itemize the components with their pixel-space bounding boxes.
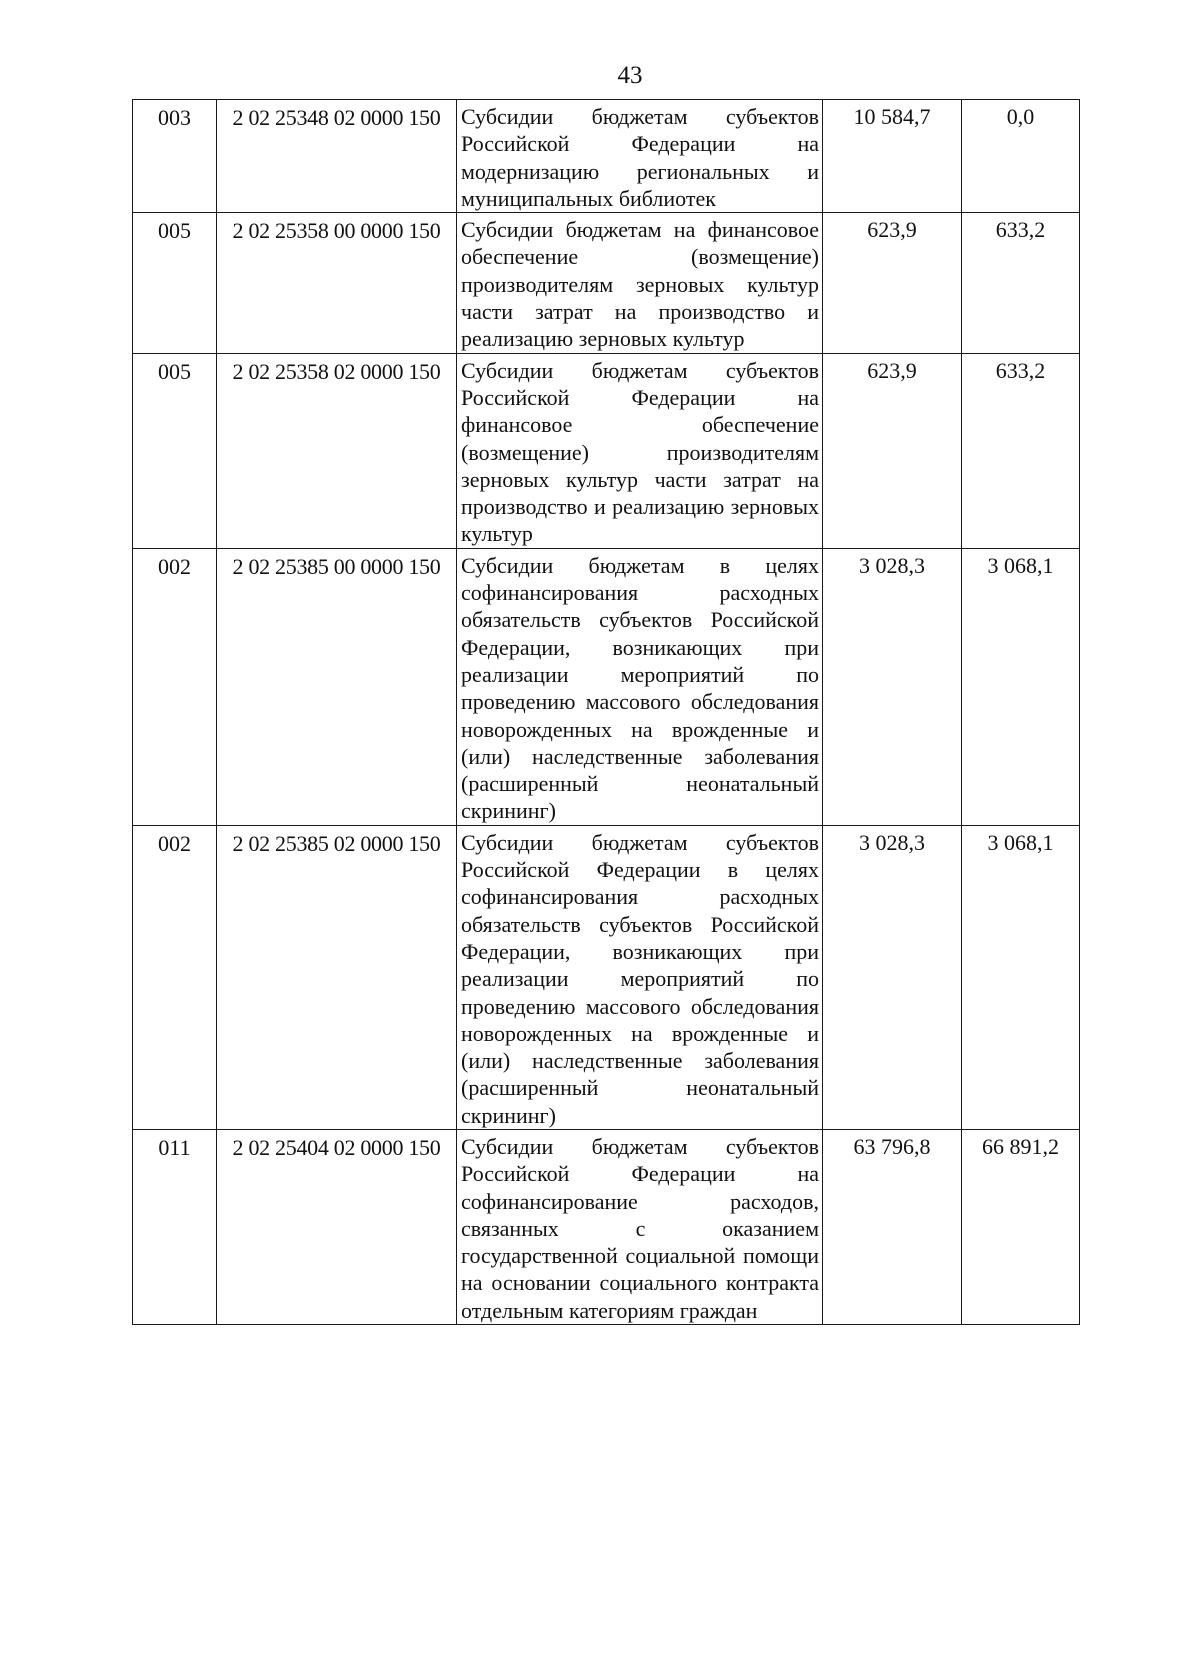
- table-row: [133, 100, 1080, 213]
- budget-classification-code-cell: 2 02 25348 02 0000 150: [217, 100, 457, 213]
- revenue-name-cell: Субсидии бюджетам в целях софинансирования расходных обязательств субъектов Российской Федерации, возникающих при реализации мероприятий по проведению массового обследования новорожденных на врожденные и (или) наследственные заболевания (расширенный неонатальный скрининг): [457, 548, 823, 825]
- revenue-table: [132, 99, 1080, 1325]
- amount-year-2-cell: 633,2: [962, 213, 1080, 353]
- budget-classification-code-cell: 2 02 25358 00 0000 150: [217, 213, 457, 353]
- amount-year-2-cell: 3 068,1: [962, 825, 1080, 1129]
- admin-code-cell: 005: [133, 353, 217, 548]
- amount-year-1-cell: 63 796,8: [823, 1129, 962, 1324]
- admin-code-cell: 002: [133, 548, 217, 825]
- amount-year-1-cell: 623,9: [823, 353, 962, 548]
- revenue-name-cell: Субсидии бюджетам на финансовое обеспечение (возмещение) производителям зерновых культур части затрат на производство и реализацию зерновых культур: [457, 213, 823, 353]
- amount-year-1-cell: 3 028,3: [823, 548, 962, 825]
- budget-classification-code-cell: 2 02 25404 02 0000 150: [217, 1129, 457, 1324]
- admin-code-cell: 002: [133, 825, 217, 1129]
- page-number: 43: [617, 62, 643, 89]
- table-row: [133, 825, 1080, 1129]
- admin-code-cell: 003: [133, 100, 217, 213]
- admin-code-cell: 005: [133, 213, 217, 353]
- amount-year-1-cell: 10 584,7: [823, 100, 962, 213]
- revenue-name-cell: Субсидии бюджетам субъектов Российской Федерации на модернизацию региональных и муниципальных библиотек: [457, 100, 823, 213]
- budget-classification-code-cell: 2 02 25385 02 0000 150: [217, 825, 457, 1129]
- amount-year-2-cell: 3 068,1: [962, 548, 1080, 825]
- table-row: [133, 213, 1080, 353]
- revenue-name-cell: Субсидии бюджетам субъектов Российской Федерации на софинансирование расходов, связанных с оказанием государственной социальной помощи на основании социального контракта отдельным категориям граждан: [457, 1129, 823, 1324]
- table-row: [133, 1129, 1080, 1324]
- budget-classification-code-cell: 2 02 25385 00 0000 150: [217, 548, 457, 825]
- amount-year-2-cell: 0,0: [962, 100, 1080, 213]
- amount-year-1-cell: 3 028,3: [823, 825, 962, 1129]
- amount-year-1-cell: 623,9: [823, 213, 962, 353]
- revenue-name-cell: Субсидии бюджетам субъектов Российской Федерации в целях софинансирования расходных обязательств субъектов Российской Федерации, возникающих при реализации мероприятий по проведению массового обследования новорожденных на врожденные и (или) наследственные заболевания (расширенный неонатальный скрининг): [457, 825, 823, 1129]
- revenue-name-cell: Субсидии бюджетам субъектов Российской Федерации на финансовое обеспечение (возмещение) производителям зерновых культур части затрат на производство и реализацию зерновых культур: [457, 353, 823, 548]
- admin-code-cell: 011: [133, 1129, 217, 1324]
- table-row: [133, 548, 1080, 825]
- table-row: [133, 353, 1080, 548]
- amount-year-2-cell: 66 891,2: [962, 1129, 1080, 1324]
- budget-classification-code-cell: 2 02 25358 02 0000 150: [217, 353, 457, 548]
- amount-year-2-cell: 633,2: [962, 353, 1080, 548]
